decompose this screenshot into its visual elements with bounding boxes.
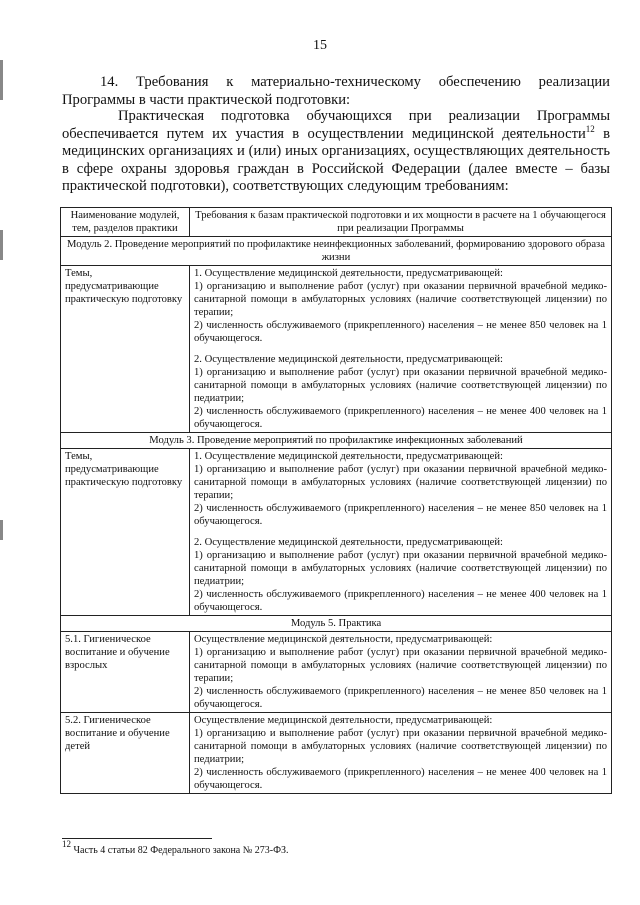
requirement-item: [194, 536, 607, 614]
module-row: [61, 237, 612, 266]
scan-edge-lower: [0, 520, 3, 540]
topic-cell: 5.2. Гигиеническое воспитание и обучение детей: [61, 713, 190, 794]
module-3-title: Модуль 3. Проведение мероприятий по профилактике инфекционных заболеваний: [61, 433, 612, 449]
module-2-title: Модуль 2. Проведение мероприятий по профилактике неинфекционных заболеваний, формированию здорового образа жизни: [61, 237, 612, 266]
requirement-lead: 1. Осуществление медицинской деятельности, предусматривающей:: [194, 268, 503, 279]
paragraph-text-end: в медицинских организациях и (или) иных организациях, осуществляющих деятельность в сфере охраны здоровья граждан в Российской Федерации (далее вместе – базы практической подготовки), соответствующих следующим требованиям:: [62, 125, 610, 194]
requirement-point: 1) организацию и выполнение работ (услуг) при оказании первичной врачебной медико-санитарной помощи в амбулаторных условиях (наличие соответствующей лицензии) по терапии;: [194, 647, 607, 684]
topic-cell: Темы, предусматривающие практическую подготовку: [61, 449, 190, 616]
requirement-lead: 1. Осуществление медицинской деятельности, предусматривающей:: [194, 451, 503, 462]
topic-cell: Темы, предусматривающие практическую подготовку: [61, 266, 190, 433]
requirement-point: 1) организацию и выполнение работ (услуг) при оказании первичной врачебной медико-санитарной помощи в амбулаторных условиях (наличие соответствующей лицензии) по педиатрии;: [194, 728, 607, 765]
scan-edge-middle: [0, 230, 3, 260]
table-row: [61, 632, 612, 713]
requirement-item: [194, 267, 607, 345]
requirement-point: 2) численность обслуживаемого (прикрепленного) населения – не менее 400 человек на 1 обучающегося.: [194, 589, 607, 613]
topic-cell: 5.1. Гигиеническое воспитание и обучение взрослых: [61, 632, 190, 713]
requirements-cell: [190, 449, 612, 616]
requirement-item: [194, 714, 607, 792]
module-row: [61, 433, 612, 449]
requirement-item: [194, 633, 607, 711]
scan-edge-top: [0, 60, 3, 100]
requirement-point: 2) численность обслуживаемого (прикрепленного) населения – не менее 850 человек на 1 обучающегося.: [194, 686, 607, 710]
requirement-point: 2) численность обслуживаемого (прикрепленного) населения – не менее 850 человек на 1 обучающегося.: [194, 503, 607, 527]
footnote: [62, 839, 289, 856]
requirement-point: 1) организацию и выполнение работ (услуг) при оказании первичной врачебной медико-санитарной помощи в амбулаторных условиях (наличие соответствующей лицензии) по педиатрии;: [194, 550, 607, 587]
header-requirements: Требования к базам практической подготовки и их мощности в расчете на 1 обучающегося при реализации Программы: [190, 208, 612, 237]
table-row: [61, 449, 612, 616]
requirement-point: 2) численность обслуживаемого (прикрепленного) населения – не менее 400 человек на 1 обучающегося.: [194, 767, 607, 791]
requirement-item: [194, 353, 607, 431]
header-modules: Наименование модулей, тем, разделов практики: [61, 208, 190, 237]
module-row: [61, 616, 612, 632]
section-title: 14. Требования к материально-техническому обеспечению реализации Программы в части практической подготовки:: [62, 74, 610, 108]
paragraph-text-start: Практическая подготовка обучающихся при реализации Программы обеспечивается путем их участия в осуществлении медицинской деятельности: [62, 108, 610, 142]
requirements-table: [60, 207, 612, 794]
requirements-cell: [190, 713, 612, 794]
footnote-text: Часть 4 статьи 82 Федерального закона № 273-ФЗ.: [71, 845, 289, 856]
requirement-point: 2) численность обслуживаемого (прикрепленного) населения – не менее 850 человек на 1 обучающегося.: [194, 320, 607, 344]
requirements-cell: [190, 266, 612, 433]
requirement-point: 2) численность обслуживаемого (прикрепленного) населения – не менее 400 человек на 1 обучающегося.: [194, 406, 607, 430]
footnote-reference[interactable]: 12: [585, 123, 595, 134]
requirement-lead: Осуществление медицинской деятельности, предусматривающей:: [194, 715, 493, 726]
requirement-point: 1) организацию и выполнение работ (услуг) при оказании первичной врачебной медико-санитарной помощи в амбулаторных условиях (наличие соответствующей лицензии) по терапии;: [194, 464, 607, 501]
requirement-lead: 2. Осуществление медицинской деятельности, предусматривающей:: [194, 354, 503, 365]
table-row: [61, 266, 612, 433]
footnote-divider: [62, 838, 212, 839]
footnote-mark: 12: [62, 839, 71, 849]
requirement-point: 1) организацию и выполнение работ (услуг) при оказании первичной врачебной медико-санитарной помощи в амбулаторных условиях (наличие соответствующей лицензии) по терапии;: [194, 281, 607, 318]
table-row: [61, 713, 612, 794]
table-header-row: [61, 208, 612, 237]
requirement-lead: Осуществление медицинской деятельности, предусматривающей:: [194, 634, 493, 645]
requirement-point: 1) организацию и выполнение работ (услуг) при оказании первичной врачебной медико-санитарной помощи в амбулаторных условиях (наличие соответствующей лицензии) по педиатрии;: [194, 367, 607, 404]
requirement-lead: 2. Осуществление медицинской деятельности, предусматривающей:: [194, 537, 503, 548]
module-5-title: Модуль 5. Практика: [61, 616, 612, 632]
requirement-item: [194, 450, 607, 528]
page-number: 15: [313, 38, 327, 53]
section-paragraph: [62, 108, 610, 196]
requirements-cell: [190, 632, 612, 713]
